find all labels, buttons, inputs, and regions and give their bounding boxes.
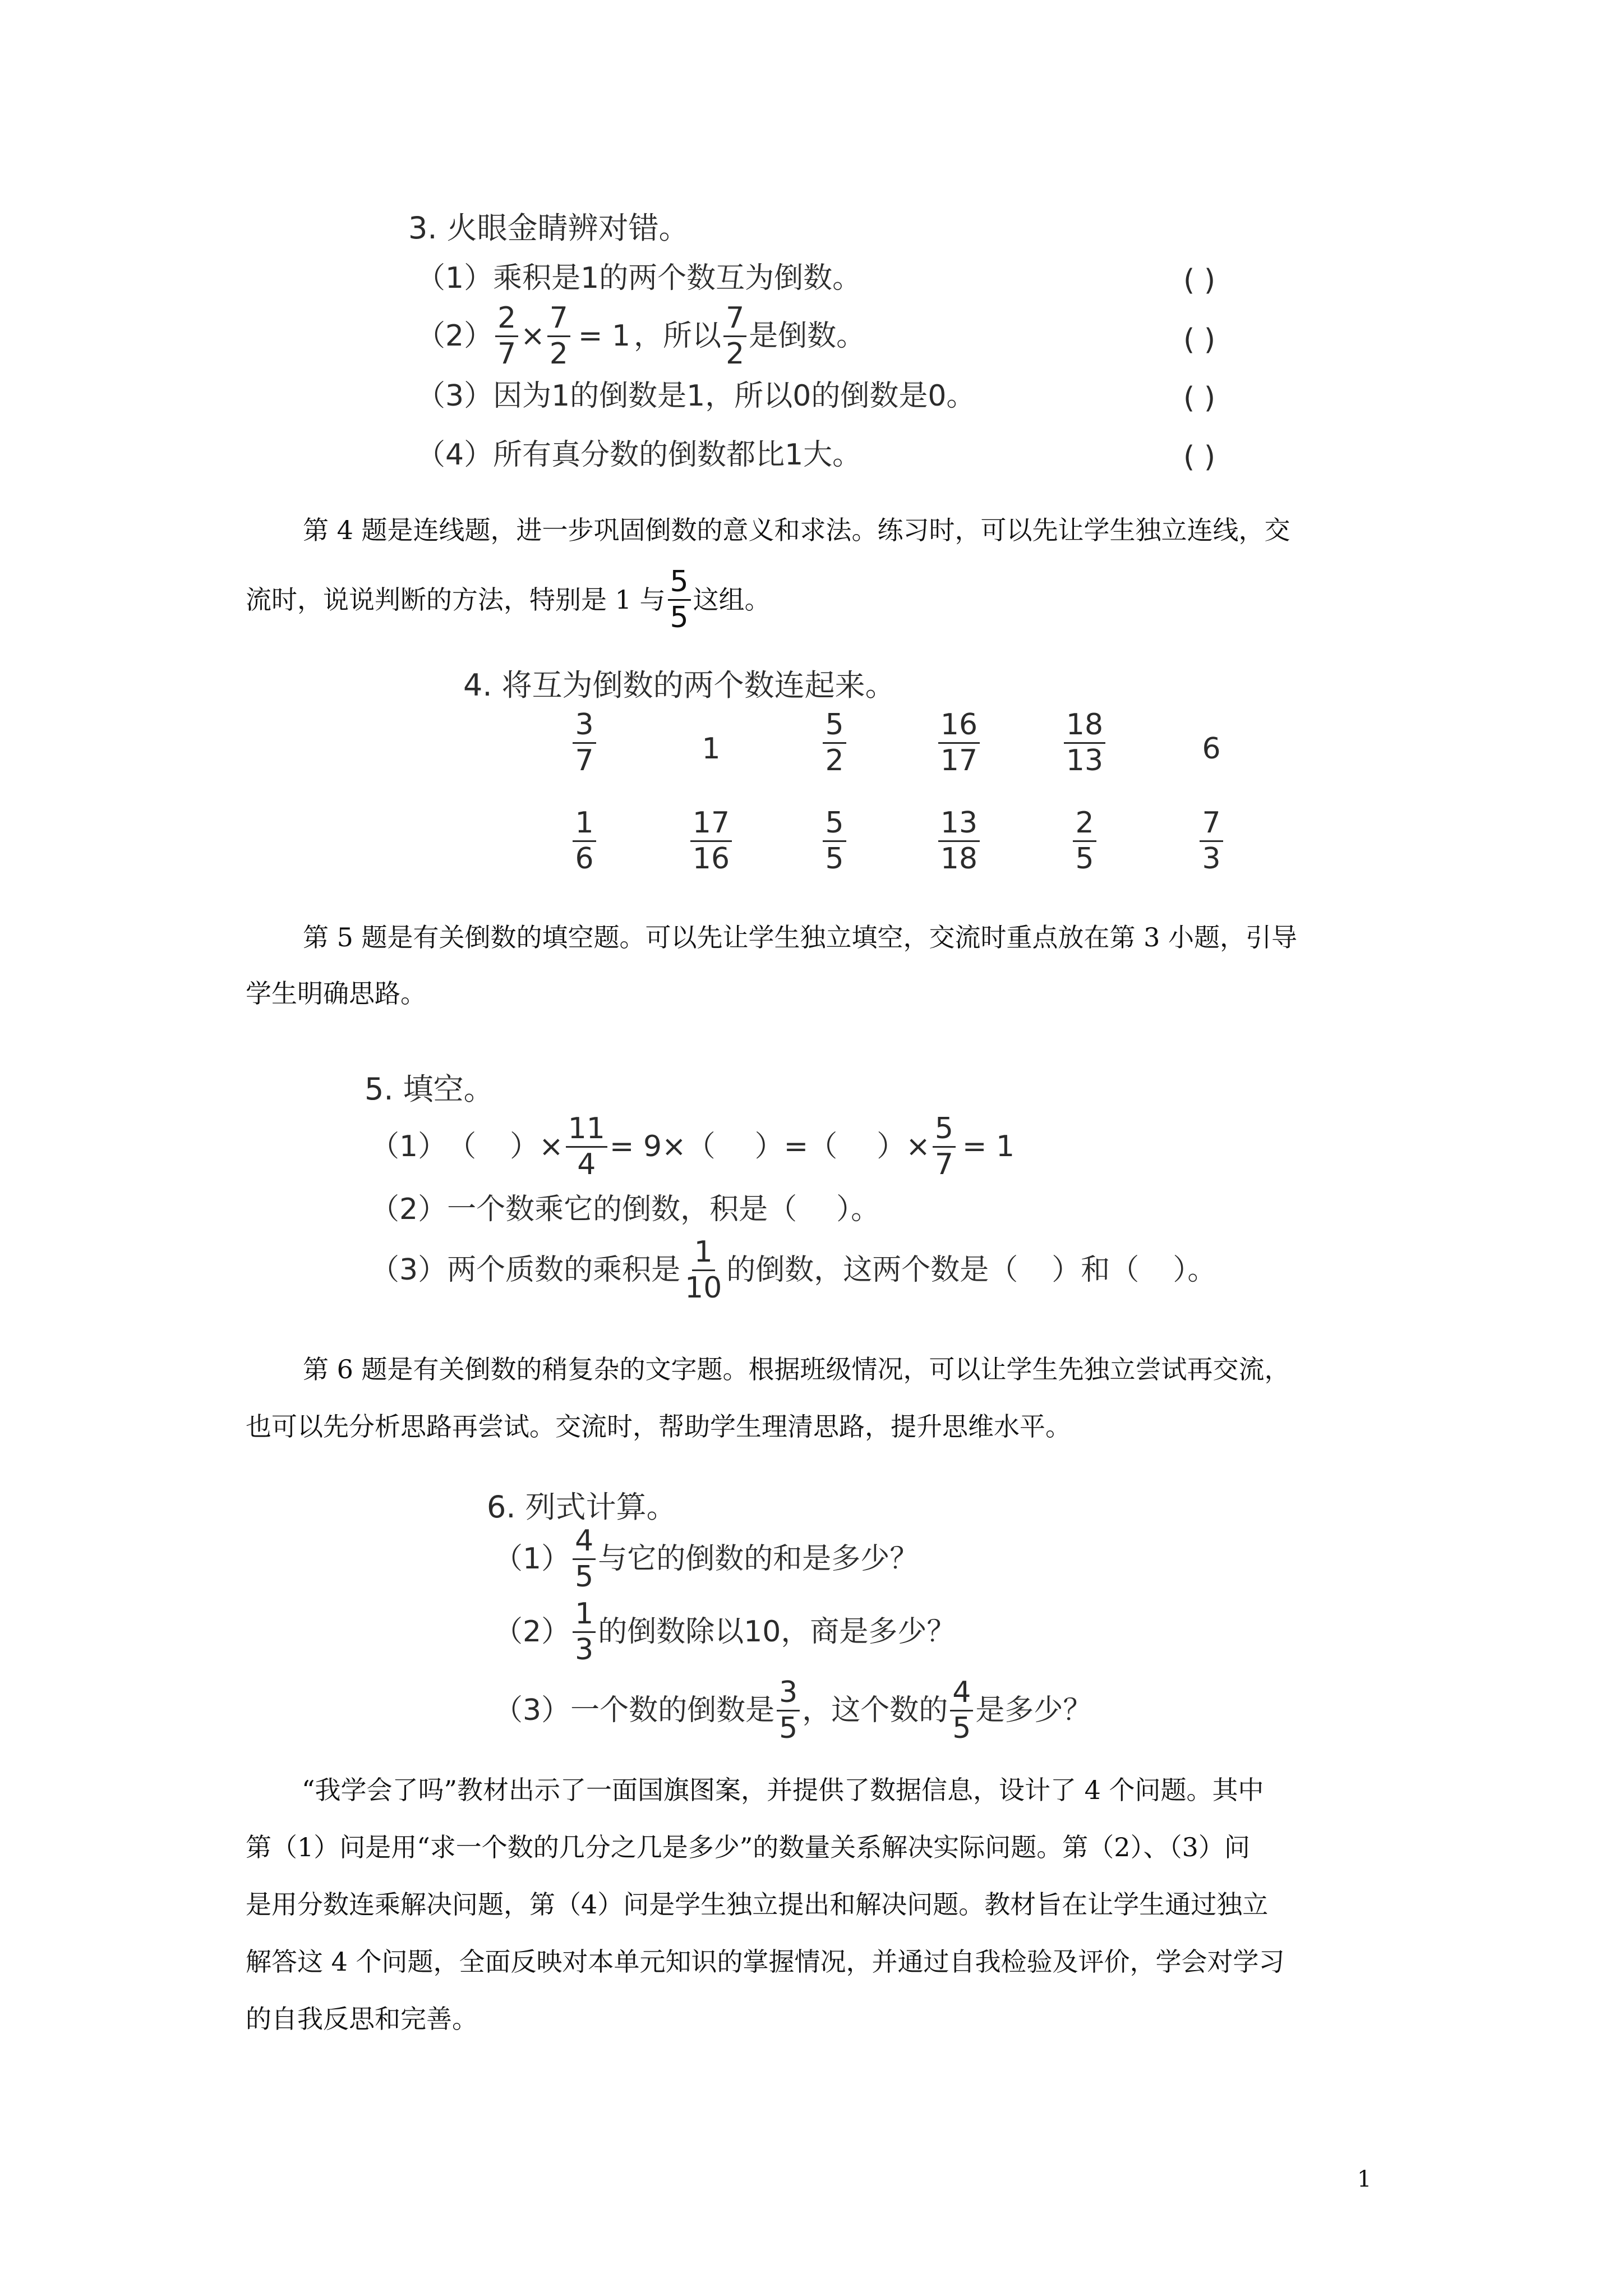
whole-number-top-6[interactable]: 6 [1202,732,1221,766]
fraction: $\frac{7}{2}$ [723,303,746,369]
paragraph-summary-line-5: 的自我反思和完善。 [246,2004,478,2034]
exercise-3-item-2 [416,303,865,369]
equals-one: = 1 [962,1130,1015,1164]
item-text: 一个数乘它的倒数，积是（ [447,1193,797,1226]
answer-bracket[interactable]: ( ) [1183,323,1216,357]
close-paren: ） [510,1130,540,1164]
equation-text: = 9×（ [609,1130,716,1164]
item-number: （2） [370,1193,448,1226]
item-text: 因为1的倒数是1，所以0的倒数是0。 [493,379,976,413]
fraction: $\frac{4}{5}$ [573,1526,596,1592]
item-number: （1） [370,1130,448,1164]
close-paren: ） [877,1130,906,1164]
paragraph-summary-line-3: 是用分数连乘解决问题，第（4）问是学生独立提出和解决问题。教材旨在让学生通过独立 [246,1889,1269,1920]
item-number: （4） [416,438,494,472]
item-number: （1） [416,261,494,295]
item-text: ，这个数的 [802,1694,948,1728]
fraction-bottom-3[interactable]: $\frac{5}{5}$ [823,808,846,874]
exercise-4-title: 4. 将互为倒数的两个数连起来。 [463,668,896,703]
answer-bracket[interactable]: ( ) [1183,264,1216,297]
fraction: $\frac{2}{7}$ [495,303,518,369]
item-text: 是倒数。 [749,319,866,353]
paragraph-ex5-line-2: 学生明确思路。 [246,978,426,1009]
fraction-bottom-2[interactable]: $\frac{17}{16}$ [690,808,732,874]
paragraph-ex5-line-1: 第 5 题是有关倒数的填空题。可以先让学生独立填空，交流时重点放在第 3 小题，引导 [303,922,1298,953]
fraction: $\frac{4}{5}$ [950,1677,973,1743]
exercise-4-bottom-row [0,808,1623,892]
exercise-3-item-3 [416,381,975,411]
exercise-3-item-4 [416,440,861,470]
equation-text: ）=（ [754,1130,838,1164]
exercise-6-title: 6. 列式计算。 [487,1489,677,1525]
paragraph-summary-line-4: 解答这 4 个问题，全面反映对本单元知识的掌握情况，并通过自我检验及评价，学会对学习 [246,1947,1285,1977]
paragraph-ex4-line-2 [246,567,771,633]
item-text: 所有真分数的倒数都比1大。 [493,438,862,472]
item-number: （3） [370,1253,448,1287]
item-text: ，所以 [634,319,722,353]
paragraph-text: 这组。 [693,585,771,615]
fraction-bottom-4[interactable]: $\frac{13}{18}$ [938,808,980,874]
fraction-top-5[interactable]: $\frac{18}{13}$ [1064,710,1105,776]
fraction: $\frac{11}{4}$ [566,1114,607,1180]
exercise-6-item-1 [494,1526,919,1592]
answer-bracket[interactable]: ( ) [1183,381,1216,415]
exercise-5-item-3 [370,1237,1216,1303]
fraction: $\frac{1}{3}$ [573,1599,596,1665]
exercise-5-item-2 [370,1195,880,1224]
fraction-bottom-6[interactable]: $\frac{7}{3}$ [1200,808,1223,874]
paragraph-text: 流时，说说判断的方法，特别是 1 与 [246,585,666,615]
fraction-bottom-5[interactable]: $\frac{2}{5}$ [1073,808,1096,874]
item-text: 的倒数，这两个数是（ [726,1253,1018,1287]
times-sign: × [906,1130,930,1164]
fraction: $\frac{3}{5}$ [777,1677,800,1743]
item-text: 一个数的倒数是 [570,1694,775,1728]
exercise-3-title: 3. 火眼金睛辨对错。 [408,210,689,246]
exercise-6-item-3 [494,1677,1092,1743]
fraction: $\frac{5}{7}$ [933,1114,956,1180]
paragraph-ex6-line-1: 第 6 题是有关倒数的稍复杂的文字题。根据班级情况，可以让学生先独立尝试再交流， [303,1354,1290,1384]
item-text: 是多少？ [975,1694,1092,1728]
fraction: $\frac{5}{5}$ [668,567,691,633]
times-sign: × [520,319,545,353]
paragraph-ex4-line-1: 第 4 题是连线题，进一步巩固倒数的意义和求法。练习时，可以先让学生独立连线，交 [303,515,1290,545]
paragraph-summary-line-1: “我学会了吗”教材出示了一面国旗图案，并提供了数据信息，设计了 4 个问题。其中 [302,1775,1264,1805]
open-paren: （ [447,1130,477,1164]
exercise-5-title: 5. 填空。 [365,1071,494,1107]
item-text: 与它的倒数的和是多少？ [598,1542,919,1576]
item-text: ）和（ [1052,1253,1140,1287]
item-number: （3） [416,379,494,413]
paragraph-ex6-line-2: 也可以先分析思路再尝试。交流时，帮助学生理清思路，提升思维水平。 [246,1411,1071,1442]
fraction-bottom-1[interactable]: $\frac{1}{6}$ [573,808,596,874]
fraction-top-1[interactable]: $\frac{3}{7}$ [573,710,596,776]
answer-bracket[interactable]: ( ) [1183,440,1216,474]
page-number: 1 [1357,2166,1372,2192]
paragraph-summary-line-2: 第（1）问是用“求一个数的几分之几是多少”的数量关系解决实际问题。第（2）、（3）问 [246,1832,1250,1862]
times-sign: × [539,1130,564,1164]
item-text: ）。 [836,1193,880,1226]
item-text: ）。 [1173,1253,1217,1287]
exercise-6-item-2 [494,1599,956,1665]
item-text: 乘积是1的两个数互为倒数。 [493,261,862,295]
item-text: 两个质数的乘积是 [447,1253,681,1287]
exercise-5-item-1 [370,1114,1015,1180]
item-number: （3） [494,1694,571,1728]
item-number: （2） [416,319,494,353]
whole-number-top-2[interactable]: 1 [702,732,721,766]
item-number: （1） [494,1542,571,1576]
fraction-top-4[interactable]: $\frac{16}{17}$ [938,710,980,776]
exercise-4-top-row [0,710,1623,794]
fraction-top-3[interactable]: $\frac{5}{2}$ [823,710,846,776]
fraction: $\frac{7}{2}$ [547,303,570,369]
exercise-3-item-1 [416,261,862,295]
item-number: （2） [494,1615,571,1649]
fraction: $\frac{1}{10}$ [685,1235,722,1305]
item-text: 的倒数除以10，商是多少？ [598,1615,956,1649]
equals-one: = 1 [578,319,631,353]
